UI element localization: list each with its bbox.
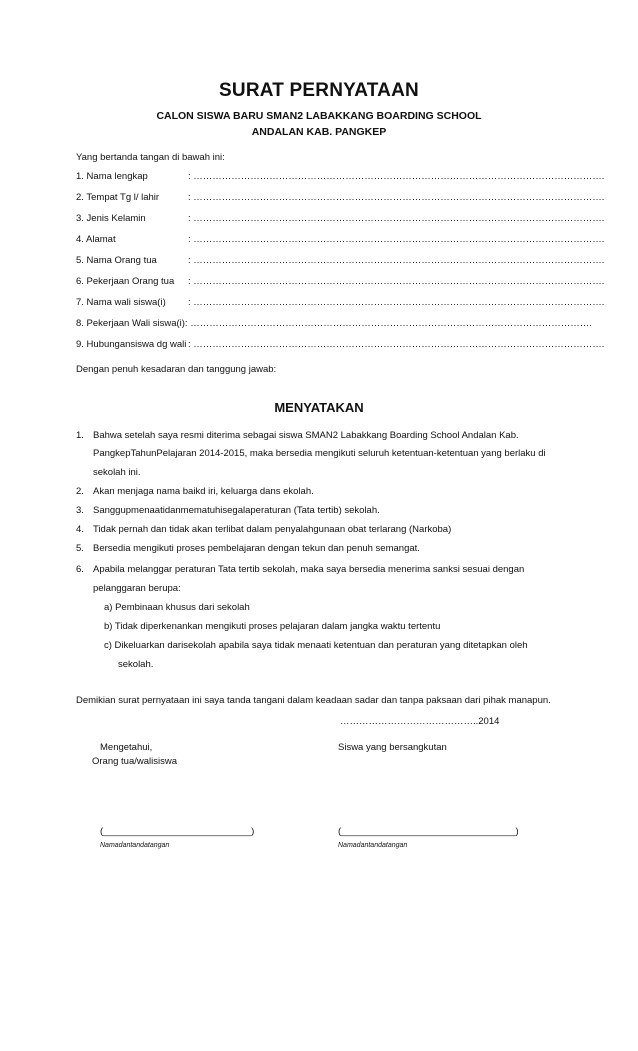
- sanction-item: c) Dikeluarkan darisekolah apabila saya tidak menaati ketentuan dan peraturan yang ditetapkan oleh: [104, 640, 528, 651]
- document-subtitle-line2: ANDALAN KAB. PANGKEP: [251, 126, 387, 138]
- field-blank: : ………………………………………………………………………………………………………………….: [188, 171, 605, 182]
- field-row: [76, 297, 604, 308]
- statement-text: Bahwa setelah saya resmi diterima sebagai siswa SMAN2 Labakkang Boarding School Andalan Kab.: [93, 430, 519, 441]
- closing-text: Demikian surat pernyataan ini saya tanda tangani dalam keadaan sadar dan tanpa paksaan dari pihak manapun.: [76, 695, 551, 706]
- statement-text: Sanggupmenaatidanmematuhisegalaperaturan (Tata tertib) sekolah.: [93, 505, 380, 516]
- field-label: 7. Nama wali siswa(i): [76, 297, 166, 308]
- field-blank: : ………………………………………………………………………………………………………………….: [188, 213, 605, 224]
- statement-text: Tidak pernah dan tidak akan terlibat dalam penyalahgunaan obat terlarang (Narkoba): [93, 524, 452, 535]
- statement-number: 3.: [76, 505, 84, 516]
- left-sign-role: Orang tua/walisiswa: [92, 756, 178, 767]
- left-signature-caption: Namadantandatangan: [100, 842, 170, 849]
- left-sign-label: Mengetahui,: [100, 742, 153, 753]
- statement-number: 5.: [76, 543, 84, 554]
- field-label: 6. Pekerjaan Orang tua: [76, 276, 175, 287]
- right-signature-blank: (_________________________________): [338, 826, 519, 837]
- right-sign-label: Siswa yang bersangkutan: [338, 742, 447, 753]
- field-blank: : ………………………………………………………………………………………………………………….: [188, 192, 605, 203]
- field-label: 3. Jenis Kelamin: [76, 213, 146, 224]
- statement-number: 6.: [76, 564, 84, 575]
- sanction-item: a) Pembinaan khusus dari sekolah: [104, 602, 250, 613]
- left-signature-blank: (____________________________): [100, 826, 255, 837]
- field-row: [76, 318, 592, 329]
- field-blank: : ………………………………………………………………………………………………………………….: [188, 234, 605, 245]
- field-row: [76, 171, 604, 182]
- field-blank: : ………………………………………………………………………………………………………………….: [188, 297, 605, 308]
- field-row: [76, 213, 604, 224]
- field-blank: : ………………………………………………………………………………………………………………….: [188, 255, 605, 266]
- field-blank: : ………………………………………………………………………………………………………………….: [188, 276, 605, 287]
- field-blank: : ………………………………………………………………………………………………………………….: [188, 339, 605, 350]
- field-label: 1. Nama lengkap: [76, 171, 148, 182]
- date-line: ……………………………………..2014: [340, 716, 500, 727]
- statement-text: Apabila melanggar peraturan Tata tertib sekolah, maka saya bersedia menerima sanksi sesuai dengan: [93, 564, 525, 575]
- statement-number: 2.: [76, 486, 84, 497]
- field-label: 5. Nama Orang tua: [76, 255, 157, 266]
- sanction-item: sekolah.: [118, 659, 154, 670]
- declaration-heading: MENYATAKAN: [274, 400, 364, 415]
- document-title: SURAT PERNYATAAN: [219, 80, 419, 101]
- document-subtitle-line1: CALON SISWA BARU SMAN2 LABAKKANG BOARDING SCHOOL: [156, 110, 482, 122]
- field-blank: ……………………………………………………………………………………………………………….: [190, 318, 592, 329]
- field-row: [76, 192, 604, 203]
- field-row: [76, 234, 604, 245]
- statement-text: Bersedia mengikuti proses pembelajaran dengan tekun dan penuh semangat.: [93, 543, 420, 554]
- right-signature-caption: Namadantandatangan: [338, 842, 408, 849]
- field-row: [76, 339, 604, 350]
- awareness-text: Dengan penuh kesadaran dan tanggung jawab:: [76, 364, 277, 375]
- field-label: 2. Tempat Tg l/ lahir: [76, 192, 160, 203]
- statement-text: Akan menjaga nama baikd iri, keluarga dans ekolah.: [93, 486, 314, 497]
- statement-text: PangkepTahunPelajaran 2014-2015, maka bersedia mengikuti seluruh ketentuan-ketentuan yang berlaku di: [93, 448, 546, 459]
- field-row: [76, 255, 604, 266]
- statement-number: 4.: [76, 524, 84, 535]
- field-label: 8. Pekerjaan Wali siswa(i):: [76, 318, 188, 329]
- statement-text: sekolah ini.: [93, 467, 141, 478]
- field-label: 9. Hubungansiswa dg wali: [76, 339, 187, 350]
- sanction-item: b) Tidak diperkenankan mengikuti proses pelajaran dalam jangka waktu tertentu: [104, 621, 441, 632]
- field-label: 4. Alamat: [76, 234, 116, 245]
- intro-text: Yang bertanda tangan di bawah ini:: [76, 152, 225, 163]
- statement-number: 1.: [76, 430, 84, 441]
- statement-text: pelanggaran berupa:: [93, 583, 181, 594]
- field-row: [76, 276, 604, 287]
